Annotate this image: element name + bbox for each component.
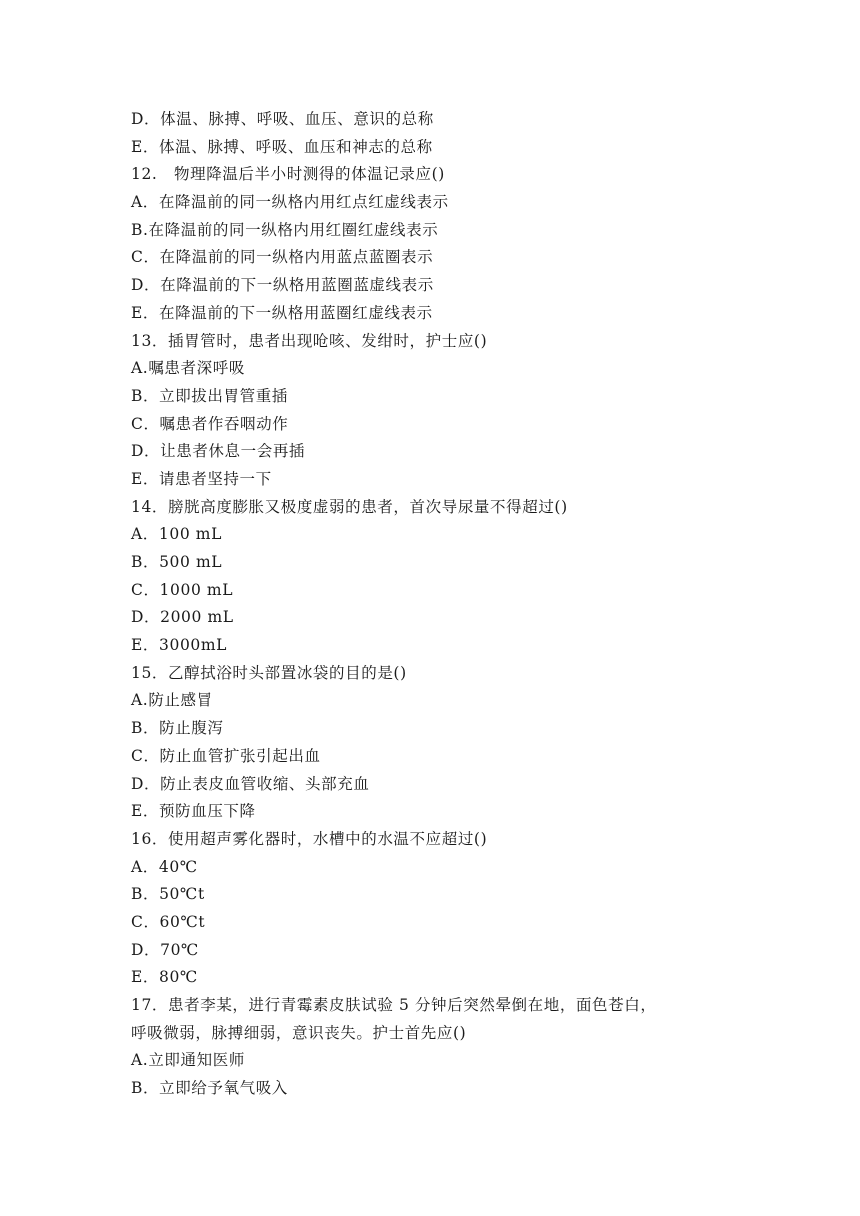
- option-line-16b: B．50℃t: [131, 885, 205, 904]
- option-line-16d: D．70℃: [131, 940, 199, 959]
- option-line-13a: A.嘱患者深呼吸: [131, 359, 245, 378]
- option-line-12c: C．在降温前的同一纵格内用蓝点蓝圈表示: [131, 248, 434, 267]
- option-line-12a: A．在降温前的同一纵格内用红点红虚线表示: [131, 193, 449, 212]
- question-17-stem-part2: 呼吸微弱，脉搏细弱，意识丧失。护士首先应(): [131, 1023, 467, 1042]
- option-line-13e: E．请患者坚持一下: [131, 469, 272, 488]
- option-line-14a: A．100 mL: [131, 525, 222, 544]
- option-line-15c: C．防止血管扩张引起出血: [131, 746, 321, 765]
- option-line-15b: B．防止腹泻: [131, 719, 224, 738]
- option-line-15d: D．防止表皮血管收缩、头部充血: [131, 774, 370, 793]
- option-line-12d: D．在降温前的下一纵格用蓝圈蓝虚线表示: [131, 276, 434, 295]
- option-line-17a: A.立即通知医师: [131, 1051, 245, 1070]
- option-line-16a: A．40℃: [131, 857, 198, 876]
- option-line-14e: E．3000mL: [131, 636, 228, 655]
- option-line-12b: B.在降温前的同一纵格内用红圈红虚线表示: [131, 220, 439, 239]
- question-16-stem: 16．使用超声雾化器时，水槽中的水温不应超过(): [131, 829, 488, 848]
- option-line-13b: B．立即拔出胃管重插: [131, 386, 288, 405]
- option-line-12e: E．在降温前的下一纵格用蓝圈红虚线表示: [131, 303, 433, 322]
- option-line-13d: D．让患者休息一会再插: [131, 442, 306, 461]
- question-12-stem: 12. 物理降温后半小时测得的体温记录应(): [131, 165, 445, 184]
- question-15-stem: 15．乙醇拭浴时头部置冰袋的目的是(): [131, 663, 407, 682]
- question-text-block: [131, 106, 751, 1103]
- question-13-stem: 13．插胃管时，患者出现呛咳、发绀时，护士应(): [131, 331, 488, 350]
- option-line-15a: A.防止感冒: [131, 691, 213, 710]
- option-line-15e: E．预防血压下降: [131, 802, 256, 821]
- option-line-14d: D．2000 mL: [131, 608, 234, 627]
- option-line-13c: C．嘱患者作吞咽动作: [131, 414, 289, 433]
- option-line-14c: C．1000 mL: [131, 580, 234, 599]
- option-line-11e: E．体温、脉搏、呼吸、血压和神志的总称: [131, 137, 433, 156]
- option-line-16e: E．80℃: [131, 968, 198, 987]
- question-17-stem-part1: 17．患者李某，进行青霉素皮肤试验 5 分钟后突然晕倒在地，面色苍白，: [131, 996, 657, 1014]
- option-line-11d: D．体温、脉搏、呼吸、血压、意识的总称: [131, 110, 434, 128]
- option-line-17b: B．立即给予氧气吸入: [131, 1079, 288, 1098]
- question-14-stem: 14．膀胱高度膨胀又极度虚弱的患者，首次导尿量不得超过(): [131, 497, 568, 516]
- option-line-16c: C．60℃t: [131, 912, 206, 931]
- option-line-14b: B．500 mL: [131, 553, 223, 571]
